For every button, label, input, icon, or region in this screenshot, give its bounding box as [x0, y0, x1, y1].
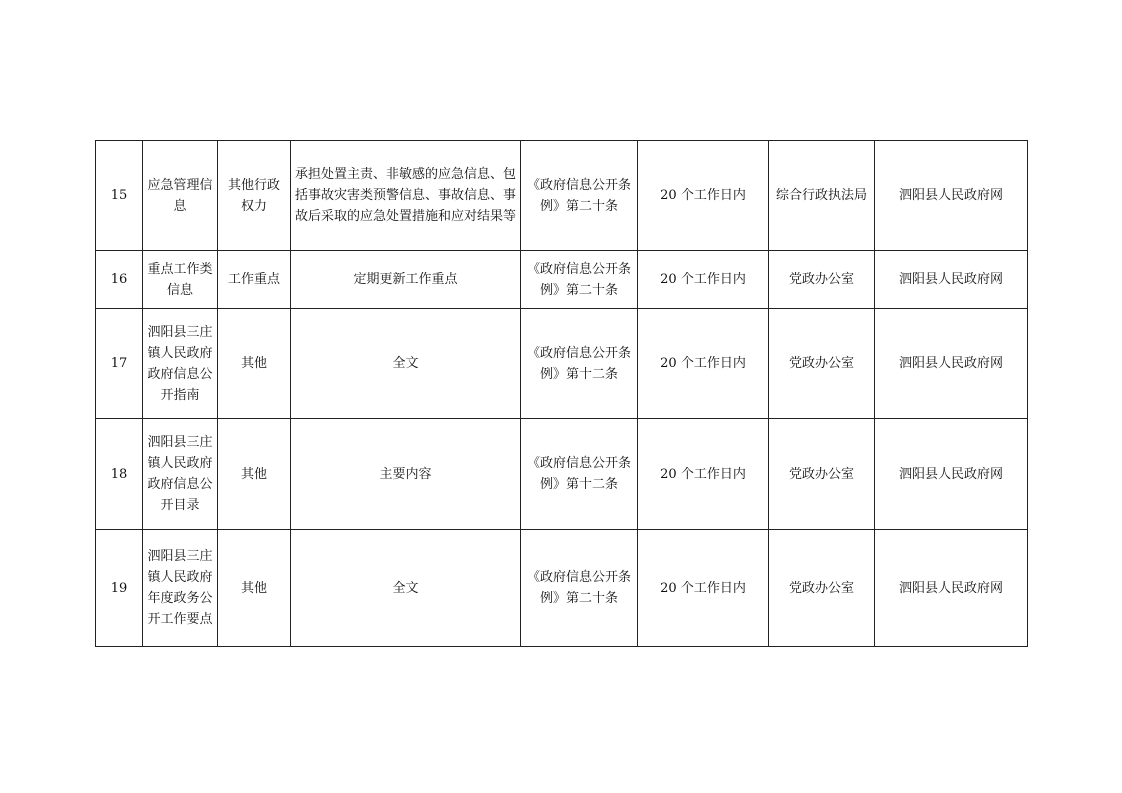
info-type: 其他行政权力: [218, 141, 291, 251]
responsible-dept: 党政办公室: [769, 530, 875, 647]
responsible-dept: 党政办公室: [769, 309, 875, 419]
publish-channel: 泗阳县人民政府网: [875, 309, 1028, 419]
row-number: 16: [96, 251, 143, 309]
table-row: [96, 251, 1028, 309]
disclosure-table: [95, 140, 1028, 647]
info-type: 工作重点: [218, 251, 291, 309]
responsible-dept: 党政办公室: [769, 251, 875, 309]
info-name: 应急管理信息: [143, 141, 218, 251]
time-limit: 20 个工作日内: [638, 530, 769, 647]
time-limit: 20 个工作日内: [638, 141, 769, 251]
info-name: 泗阳县三庄镇人民政府政府信息公开目录: [143, 419, 218, 530]
responsible-dept: 党政办公室: [769, 419, 875, 530]
info-type: 其他: [218, 419, 291, 530]
info-description: 全文: [291, 309, 521, 419]
row-number: 17: [96, 309, 143, 419]
legal-basis: 《政府信息公开条例》第二十条: [521, 141, 638, 251]
publish-channel: 泗阳县人民政府网: [875, 530, 1028, 647]
info-name: 泗阳县三庄镇人民政府年度政务公开工作要点: [143, 530, 218, 647]
legal-basis: 《政府信息公开条例》第二十条: [521, 251, 638, 309]
publish-channel: 泗阳县人民政府网: [875, 419, 1028, 530]
time-limit: 20 个工作日内: [638, 419, 769, 530]
info-description: 定期更新工作重点: [291, 251, 521, 309]
row-number: 19: [96, 530, 143, 647]
publish-channel: 泗阳县人民政府网: [875, 141, 1028, 251]
info-name: 泗阳县三庄镇人民政府政府信息公开指南: [143, 309, 218, 419]
info-description: 主要内容: [291, 419, 521, 530]
info-type: 其他: [218, 309, 291, 419]
table-row: [96, 530, 1028, 647]
row-number: 18: [96, 419, 143, 530]
table-row: [96, 141, 1028, 251]
legal-basis: 《政府信息公开条例》第十二条: [521, 309, 638, 419]
legal-basis: 《政府信息公开条例》第二十条: [521, 530, 638, 647]
info-description: 承担处置主责、非敏感的应急信息、包括事故灾害类预警信息、事故信息、事故后采取的应急处置措施和应对结果等: [291, 141, 521, 251]
responsible-dept: 综合行政执法局: [769, 141, 875, 251]
table-row: [96, 309, 1028, 419]
time-limit: 20 个工作日内: [638, 251, 769, 309]
info-description: 全文: [291, 530, 521, 647]
publish-channel: 泗阳县人民政府网: [875, 251, 1028, 309]
row-number: 15: [96, 141, 143, 251]
table-row: [96, 419, 1028, 530]
info-name: 重点工作类信息: [143, 251, 218, 309]
legal-basis: 《政府信息公开条例》第十二条: [521, 419, 638, 530]
info-type: 其他: [218, 530, 291, 647]
time-limit: 20 个工作日内: [638, 309, 769, 419]
